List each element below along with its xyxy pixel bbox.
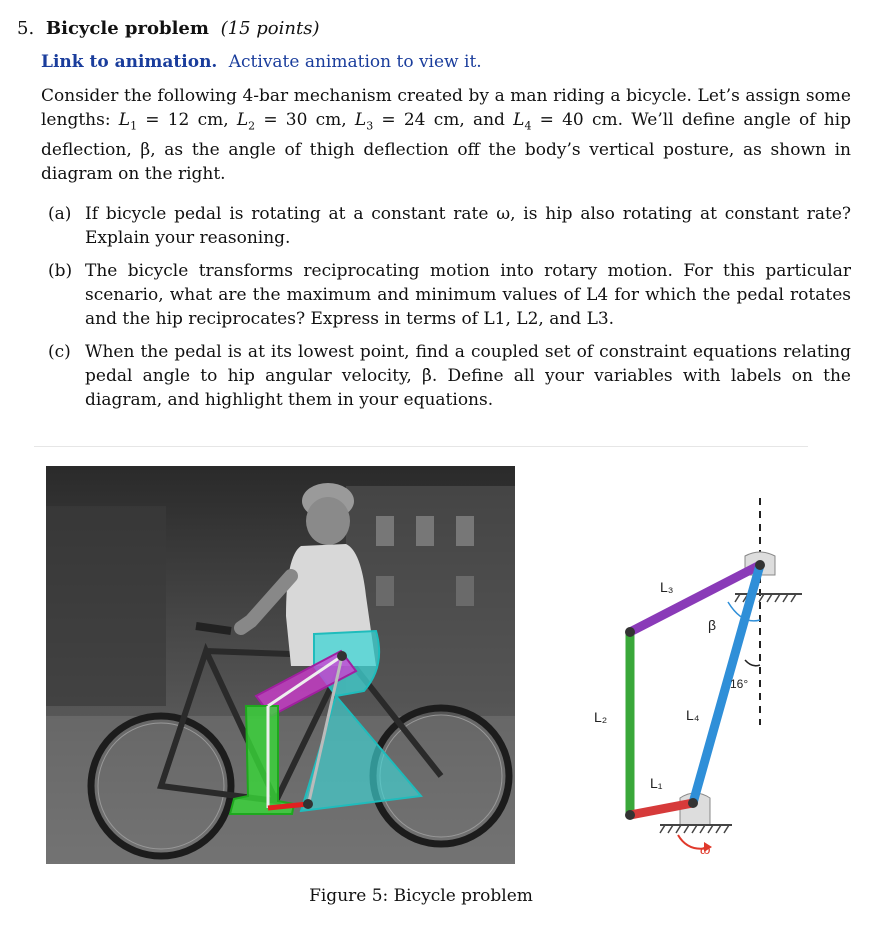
label-l1: L₁ [650, 775, 663, 791]
window-shape [376, 516, 394, 546]
section-divider [34, 446, 808, 447]
part-c [48, 340, 851, 412]
pedal-joint [625, 810, 635, 820]
animation-link[interactable]: Link to animation. [41, 52, 218, 72]
tree-shape [46, 506, 166, 706]
hip-ground-hatch [735, 594, 796, 602]
part-text: When the pedal is at its lowest point, find a coupled set of constraint equations relating pedal angle to hip angular velocity, β̇. Define all your variables with labels on the diagram, and highlight them in your equations. [85, 342, 851, 410]
intro-paragraph: Consider the following 4-bar mechanism created by a man riding a bicycle. Let’s assign some lengths: $L_1 = 12$ cm, $L_2 = 30$ cm, $L_3 = 24$ cm, and $L_4 = 40$ cm. We’ll define angle of hip deflection, β, as the angle of thigh deflection off the body’s vertical posture, as shown in diagram on the right. [41, 86, 852, 185]
part-label: (b) [48, 261, 73, 281]
label-l3: L₃ [660, 579, 674, 595]
label-l2: L₂ [594, 709, 608, 725]
knee-joint [625, 627, 635, 637]
handlebar [196, 626, 231, 631]
figure-caption: Figure 5: Bicycle problem [309, 886, 533, 906]
link-l4 [693, 565, 760, 803]
part-b [48, 259, 851, 331]
part-text: If bicycle pedal is rotating at a constant rate ω, is hip also rotating at constant rate? Explain your reasoning. [85, 204, 851, 248]
crank-joint [303, 799, 313, 809]
rider-head [306, 497, 350, 545]
mechanism-diagram [590, 490, 810, 860]
activate-animation-link[interactable]: Activate animation to view it. [228, 52, 482, 72]
problem-heading [17, 18, 320, 39]
label-omega: ω [700, 842, 711, 858]
window-shape [456, 516, 474, 546]
animation-links [41, 52, 482, 72]
problem-number: 5. [17, 18, 35, 39]
question-parts [48, 202, 851, 421]
part-label: (c) [48, 342, 71, 362]
problem-title: Bicycle problem [45, 18, 209, 39]
hip-joint [337, 651, 347, 661]
bicycle-photo [46, 466, 515, 864]
crank-pivot [688, 798, 698, 808]
part-text: The bicycle transforms reciprocating motion into rotary motion. For this particular scenario, what are the maximum and minimum values of L4 for which the pedal rotates and the hip reciprocates? Express in terms of L1, L2, and L3. [85, 261, 851, 329]
part-a [48, 202, 851, 250]
part-label: (a) [48, 204, 72, 224]
window-shape [376, 576, 394, 606]
sixteen-degree-arc [745, 660, 760, 666]
label-sixteen-degrees: 16° [730, 677, 749, 691]
crank-ground-hatch [660, 825, 729, 833]
label-beta: β [708, 617, 717, 633]
problem-points: (15 points) [220, 18, 320, 39]
window-shape [456, 576, 474, 606]
window-shape [416, 516, 434, 546]
label-l4: L₄ [686, 707, 700, 723]
hip-pivot [755, 560, 765, 570]
